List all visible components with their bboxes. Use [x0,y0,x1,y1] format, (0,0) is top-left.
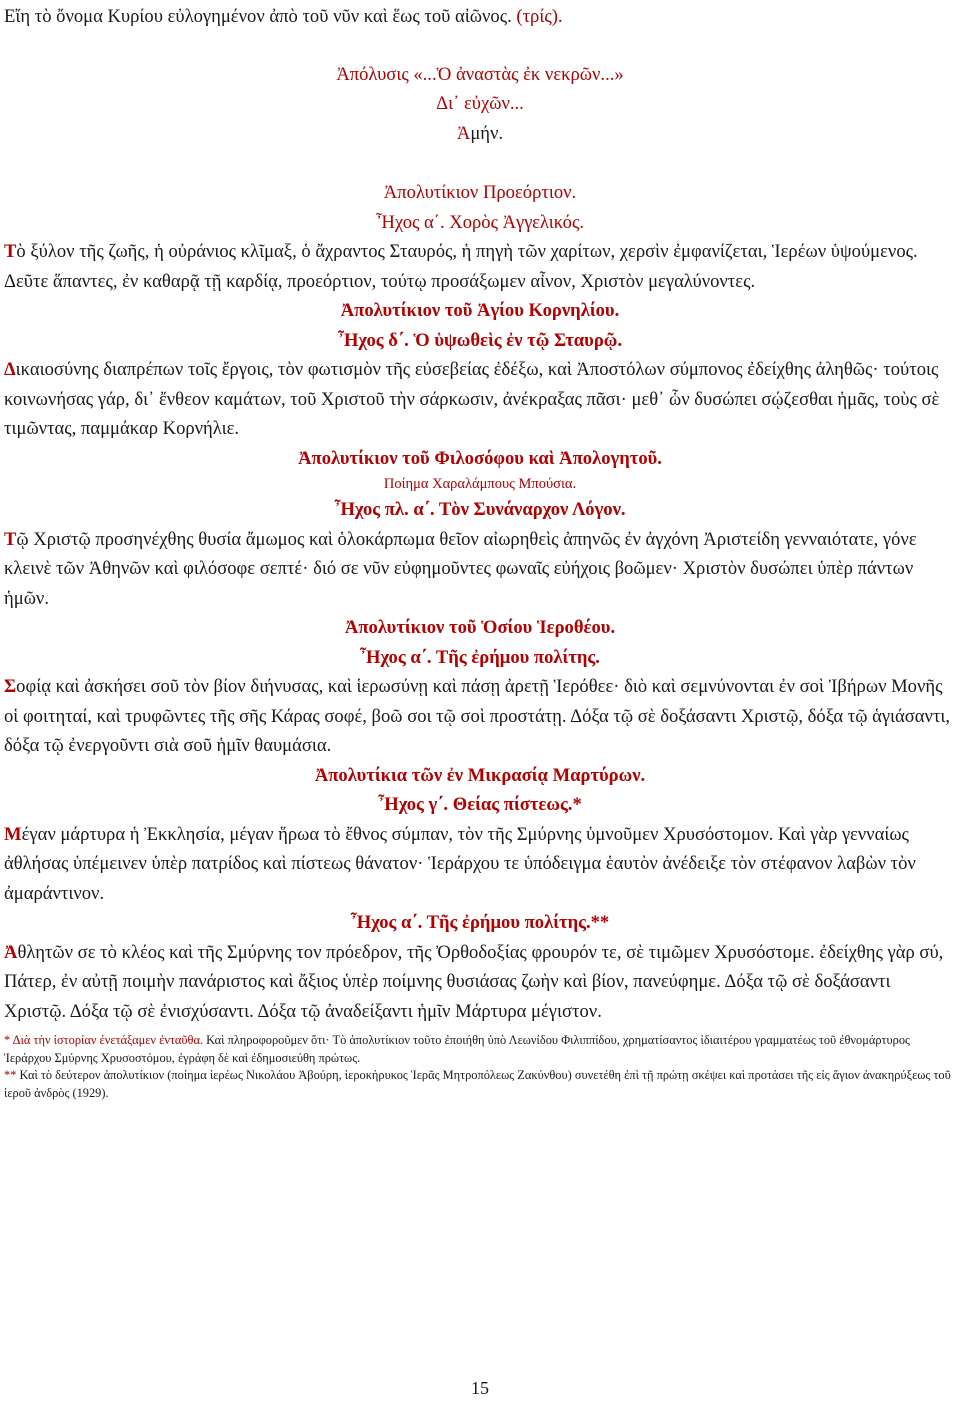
section-text-proeortion [4,237,956,296]
hymn-text: ὸ ξύλον τῆς ζωῆς, ἡ οὐράνιος κλῖμαξ, ὁ ἄχραντος Σταυρός, ἡ πηγὴ τῶν χαρίτων, χερσὶν ἐμφανίζεται, Ἱερέων ὑψούμενος. Δεῦτε ἅπαντες, ἐν καθαρᾷ τῇ καρδίᾳ, προεόρτιον, τούτῳ προσάξωμεν αἶνον, Χριστὸν μεγαλύνοντες. [4,241,918,292]
section-text-aristeidis [4,525,956,614]
section-credit-aristeidis: Ποίημα Χαραλάμπους Μπούσια. [383,476,577,492]
hymn-text: έγαν μάρτυρα ἡ Ἐκκλησία, μέγαν ἥρωα τὸ ἔθνος σύμπαν, τὸν τῆς Σμύρνης ὑμνοῦμεν Χρυσόστομον. Καὶ γὰρ γενναίως ἀθλήσας ὑπέμεινεν ὑπὲρ πατρίδος καὶ πίστεως θάνατον· Ἱεράρχου τε ὑπόδειγμα ἑαυτὸν ἀνέδειξε τὸν στέφανον λαβὼν τὸν ἀμαράντινον. [4,823,916,904]
hymn-text: ικαιοσύνης διαπρέπων τοῖς ἔργοις, τὸν φωτισμὸν τῆς εὐσεβείας ἐδέξω, καὶ Ἀποστόλων σύμπονος ἐδείχθης ἀληθῶς· τούτοις κοινωνήσας γάρ, δι᾽ ἔνθεον καμάτων, τοῦ Χριστοῦ τὴν σάρκωσιν, ἀνέκραξας πᾶσι· μεθ᾽ ὧν δυσώπει σῴζεσθαι ἡμᾶς, τοὺς σὲ τιμῶντας, παμμάκαρ Κορνήλιε. [4,359,940,439]
footnote-text: Καὶ τὸ δεύτερον ἀπολυτίκιον (ποίημα ἱερέως Νικολάου Ἀβούρη, ἱεροκήρυκος Ἱερᾶς Μητροπόλεως Ζακύνθου) συνετέθη ἐπὶ τῇ πρώτῃ σκέψει καὶ προτάσει τῆς εἰς ἅγιον ἀνακηρύξεως τοῦ ἱεροῦ ἀνδρὸς (1929). [4,1068,951,1100]
footnote-2 [4,1067,956,1102]
section-title-proeortion: Ἀπολυτίκιον Προεόρτιον. [383,182,577,203]
drop-initial: Δ [4,359,16,380]
spacer [4,148,956,178]
section-tone-mikrasia: Ἦχος γ΄. Θείας πίστεως.* [378,794,582,815]
dismissal-amen [4,119,956,149]
opening-line [4,2,956,32]
drop-initial: Σ [4,676,17,697]
spacer [4,32,956,60]
section-title-aristeidis: Ἀπολυτίκιον τοῦ Φιλοσόφου καὶ Ἀπολογητοῦ. [298,447,662,469]
section-text-kornilios [4,355,956,444]
section-title-ierotheos: Ἀπολυτίκιον τοῦ Ὁσίου Ἱεροθέου. [344,617,616,638]
footnote-mark: * Διὰ τὴν ἱστορίαν ἐνετάξαμεν ἐνταῦθα. [4,1033,204,1047]
section-tone-proeortion: Ἦχος α΄. Χορὸς Ἀγγελικός. [376,211,584,233]
section-tone-ierotheos: Ἦχος α΄. Τῆς ἐρήμου πολίτης. [360,646,600,668]
section-title-kornilios: Ἀπολυτίκιον τοῦ Ἁγίου Κορνηλίου. [340,300,620,321]
drop-initial: Μ [4,823,22,845]
footnote-text: Καὶ πληροφοροῦμεν ὅτι· Τὸ ἀπολυτίκιον τοῦτο ἐποιήθη ὑπὸ Λεωνίδου Φιλιππίδου, χρηματίσαντος ἰδιαιτέρου γραμματέως τοῦ ἐθνομάρτυρος Ἱεράρχου Σμύρνης Χρυσοστόμου, ἐγράφη δὲ καὶ ἐδημοσιεύθη πρώτως. [4,1033,910,1065]
drop-initial: Τ [4,528,17,550]
drop-initial: Ἀ [4,941,18,963]
section-text2-mikrasia [4,938,956,1027]
hymn-text: ῷ Χριστῷ προσηνέχθης θυσία ἄμωμος καὶ ὁλοκάρπωμα θεῖον αἰωρηθεὶς ἀπηνῶς ἐν ἀγχόνη Ἀριστείδη γενναιότατε, γόνε κλεινὲ τῶν Ἀθηνῶν καὶ φιλόσοφε σεπτέ· διό σε νῦν εὐφημοῦντες φωναῖς εὐήχοις βοῶμεν· Χριστὸν δυσώπει ὑπὲρ πάντων ἡμῶν. [4,528,917,609]
amen-initial: Ἀ [456,122,471,144]
section-tone-aristeidis: Ἦχος πλ. α΄. Τὸν Συνάναρχον Λόγον. [334,499,626,520]
opening-note: (τρίς). [516,6,563,27]
amen-rest: μήν. [470,122,504,144]
section-tone2-mikrasia: Ἦχος α΄. Τῆς ἐρήμου πολίτης.** [350,912,610,933]
section-title-mikrasia: Ἀπολυτίκια τῶν ἐν Μικρασίᾳ Μαρτύρων. [314,764,646,786]
section-text-mikrasia [4,820,956,909]
hymn-text: οφίᾳ καὶ ἀσκήσει σοῦ τὸν βίον διήνυσας, καὶ ἱερωσύνῃ καὶ πάσῃ ἀρετῇ Ἱερόθεε· διὸ καὶ σεμνύνονται ἐν σοὶ Ἰβήρων Μονῆς οἱ φοιτηταί, καὶ τρυφῶντες τῆς σῆς Κάρας σοφέ, βοῶ σοι τῷ σοὶ προστάτῃ. Δόξα τῷ σὲ δοξάσαντι Χριστῷ, δόξα τῷ ἁγιάσαντι, δόξα τῷ ἐνεργοῦντι σιὰ σοῦ ἡμῖν θαυμάσια. [4,676,951,756]
hymn-text: θλητῶν σε τὸ κλέος καὶ τῆς Σμύρνης τον πρόεδρον, τῆς Ὀρθοδοξίας φρουρόν τε, σὲ τιμῶμεν Χρυσόστομε. ἐδείχθης γὰρ σύ, Πάτερ, ἐν αὐτῇ ποιμὴν πανάριστος καὶ ἄξιος ὑπὲρ ποίμνης θυσιάσας ζωὴν καὶ βίον, πανεύφημε. Δόξα τῷ σὲ δοξάσαντι Χριστῷ. Δόξα τῷ σὲ ἐνισχύσαντι. Δόξα τῷ ἀναδείξαντι ἡμῖν Μάρτυρα μέγιστον. [4,941,944,1022]
opening-text: Εἴη τὸ ὄνομα Κυρίου εὐλογημένον ἀπὸ τοῦ νῦν καὶ ἕως τοῦ αἰῶνος. [4,6,512,27]
page-number: 15 [471,1378,489,1398]
footnote-1 [4,1032,956,1067]
dismissal-di-euchon: Δι᾽ εὐχῶν... [436,93,524,114]
section-tone-kornilios: Ἦχος δ΄. Ὁ ὑψωθεὶς ἐν τῷ Σταυρῷ. [337,329,623,351]
section-text-ierotheos [4,672,956,761]
footnote-mark: ** [4,1068,17,1082]
dismissal-apolysis: Ἀπόλυσις «...Ὁ ἀναστὰς ἐκ νεκρῶν...» [336,63,624,85]
drop-initial: Τ [4,241,17,262]
